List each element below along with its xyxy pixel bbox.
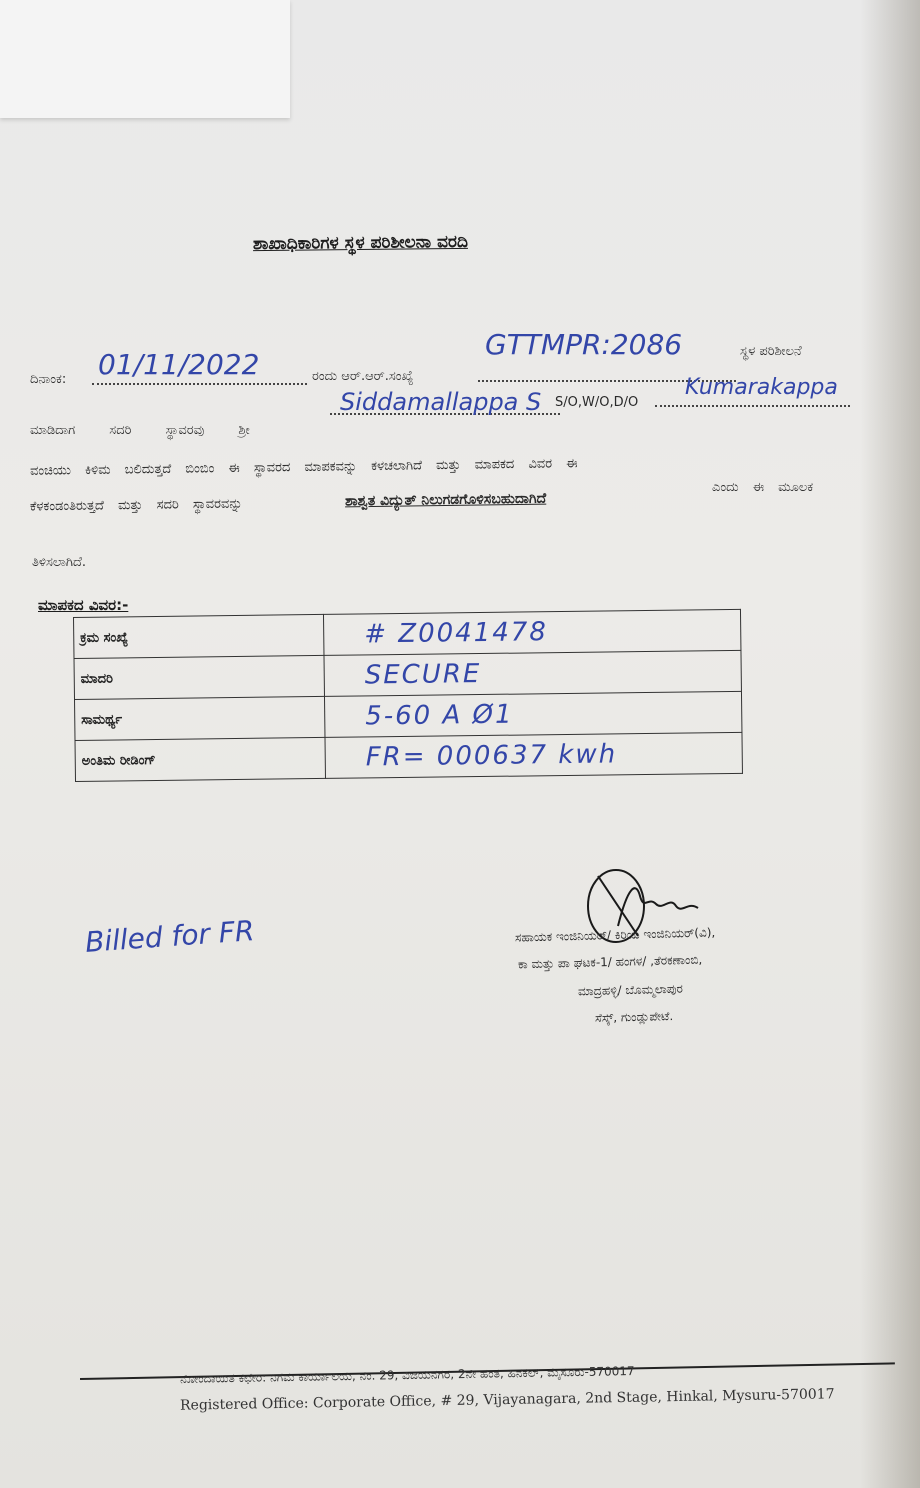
date-dotted-line [92,383,307,385]
signatory-line-4: ಸೆಸ್ಕ್, ಗುಂಡ್ಲುಪೇಟೆ. [594,1008,674,1026]
footer-address-english: Registered Office: Corporate Office, # 29, Vijayanagara, 2nd Stage, Hinkal, Mysuru-570017 [179,1386,835,1414]
consumer-prefix: ಮಾಡಿದಾಗ ಸದರಿ ಸ್ಥಾವರವು ಶ್ರೀ [30,423,250,438]
rr-label: ರಂದು ಆರ್.ಆರ್.ಸಂಖ್ಯೆ [312,369,414,384]
date-handwritten: 01/11/2022 [98,348,260,381]
final-reading-label: ಅಂತಿಮ ರೀಡಿಂಗ್ [75,737,325,781]
permanent-disconnection-text: ಶಾಶ್ವತ ವಿದ್ಯುತ್ ನಿಲುಗಡಗೊಳಿಸಬಹುದಾಗಿದೆ [344,490,547,510]
signatory-line-3: ಮಾದ್ರಹಳ್ಳಿ/ ಬೊಮ್ಮಲಾಪುರ [577,981,684,999]
body-line-5: ತಿಳಿಸಲಾಗಿದೆ. [32,555,87,570]
meter-details-table [73,609,743,782]
relation-label: S/O,W/O,D/O [555,395,639,410]
body-line-3: ವಂಚಿಯು ಕಿಳಿಮ ಬಲಿದುತ್ತದೆ ಬಿಂಬಿಂ ಈ ಸ್ಥಾವರದ ಮಾಪಕವನ್ನು ಕಳಚಲಾಗಿದೆ ಮತ್ತು ಮಾಪಕದ ವಿವರ ಈ [29,456,578,479]
body-line-4-suffix: ಎಂದು ಈ ಮೂಲಕ [712,480,814,495]
table-row [75,732,742,781]
consumer-name-handwritten: Siddamallappa S [340,388,542,416]
date-label: ದಿನಾಂಕ: [30,372,67,387]
document-title: ಶಾಖಾಧಿಕಾರಿಗಳ ಸ್ಥಳ ಪರಿಶೀಲನಾ ವರದಿ [252,231,469,255]
capacity-value: 5-60 A Ø1 [324,691,741,737]
father-name-handwritten: Kumarakappa [685,375,838,400]
body-line-4-prefix: ಕೆಳಕಂಡಂತಿರುತ್ತದೆ ಮತ್ತು ಸದರಿ ಸ್ಥಾವರವನ್ನು [29,496,243,515]
attached-paper-strip [0,0,290,118]
footer-address-kannada: ನೋಂದಾಯಿತ ಕಛೇರಿ: ನಿಗಮ ಕಾರ್ಯಾಲಯ, ನಂ. 29, ವಿಜಯನಗರ, 2ನೇ ಹಂತ, ಹಿನಕಲ್, ಮೈಸೂರು-570017 [179,1364,635,1386]
model-value: SECURE [324,650,741,696]
signatory-line-2: ಕಾ ಮತ್ತು ಪಾ ಘಟಕ-1/ ಹಂಗಳ/ ,ತೆರಕಣಾಂಬಿ, [517,952,703,972]
signatory-line-1: ಸಹಾಯಕ ಇಂಜಿನಿಯರ್/ ಕಿರಿಯ ಇಂಜಿನಿಯರ್(ವಿ), [514,925,716,945]
inspection-label: ಸ್ಥಳ ಪರಿಶೀಲನೆ [740,344,802,359]
final-reading-value: FR= 000637 kwh [325,732,742,778]
billed-note-handwritten: Billed for FR [84,914,256,959]
rr-number-handwritten: GTTMPR:2086 [485,328,683,361]
page-edge-shadow [860,0,920,1488]
meter-details-heading: ಮಾಪಕದ ವಿವರ:- [38,596,129,614]
capacity-label: ಸಾಮರ್ಥ್ಯ [75,696,325,740]
serial-number-value: # Z0041478 [323,609,740,655]
model-label: ಮಾದರಿ [74,655,324,699]
father-dotted-line [655,405,850,407]
serial-number-label: ಕ್ರಮ ಸಂಖ್ಯೆ [74,614,324,658]
